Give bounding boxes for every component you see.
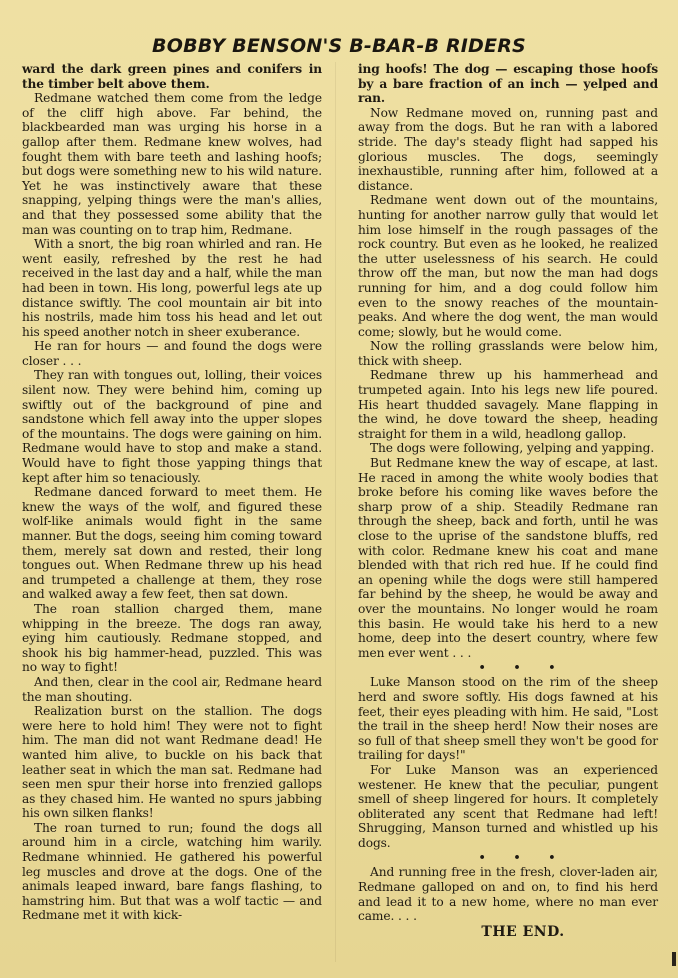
paragraph: Redmane went down out of the mountains, hunting for another narrow gully that would let him lose himself in the rough passages of the rock country. But even as he looked, he realized the utter uselessness of his search. He could throw off the man, but now the man had dogs running for him, and a dog could follow him even to the snowy reaches of the mountain-peaks. And where the dog went, the man would come; slowly, but he would come. xyxy=(358,193,658,339)
left-column xyxy=(22,62,322,923)
paragraph: The roan turned to run; found the dogs all around him in a circle, watching him warily. Redmane whinnied. He gathered his powerful leg muscles and drove at the dogs. One of the animals leaped inward, bare fangs flashing, to hamstring him. But that was a wolf tactic — and Redmane met it with kick- xyxy=(22,820,322,923)
paragraph: And running free in the fresh, clover-laden air, Redmane galloped on and on, to find his herd and lead it to a new home, where no man ever came. . . . xyxy=(358,865,658,924)
paragraph: With a snort, the big roan whirled and ran. He went easily, refreshed by the rest he had received in the last day and a half, while the man had been in town. His long, powerful legs ate up distance swiftly. The cool mountain air bit into his nostrils, made him toss his head and let out his speed another notch in sheer exuberance. xyxy=(22,237,322,339)
section-separator: • • • xyxy=(478,661,568,675)
paragraph: Redmane watched them come from the ledge of the cliff high above. Far behind, the blackbearded man was urging his horse in a gallop after them. Redmane knew wolves, had fought them with bare teeth and lashing hoofs; but dogs were something new to his wild nature. Yet he was instinctively aware that these snapping, yelping things were the man's allies, and that they possessed some ability that the man was counting on to trap him, Redmane. xyxy=(22,91,322,237)
paragraph: Realization burst on the stallion. The dogs were here to hold him! They were not to fight him. The man did not want Redmane dead! He wanted him alive, to buckle on his back that leather seat in which the man sat. Redmane had seen men spur their horse into frenzied gallops as they chased him. He wanted no spurs jabbing his own silken flanks! xyxy=(22,704,322,821)
paragraph: The roan stallion charged them, mane whipping in the breeze. The dogs ran away, eying him cautiously. Redmane stopped, and shook his big hammer-head, puzzled. This was no way to fight! xyxy=(22,601,322,675)
paragraph: ward the dark green pines and conifers in the timber belt above them. xyxy=(22,62,322,91)
paragraph: Redmane threw up his hammerhead and trumpeted again. Into his legs new life poured. His heart thudded savagely. Mane flapping in the wind, he dove toward the sheep, heading straight for them in a wild, headlong gallop. xyxy=(358,368,658,441)
paragraph: And then, clear in the cool air, Redmane heard the man shouting. xyxy=(22,674,322,704)
section-separator: • • • xyxy=(478,851,568,865)
page-title: BOBBY BENSON'S B-BAR-B RIDERS xyxy=(152,35,526,57)
column-gutter xyxy=(335,62,336,962)
paragraph: But Redmane knew the way of escape, at last. He raced in among the white wooly bodies that broke before his coming like waves before the sharp prow of a ship. Steadily Redmane ran through the sheep, back and forth, until he was close to the uprise of the sandstone bluffs, red with color. Redmane knew his coat and mane blended with that rich red hue. If he could find an opening while the dogs were still hampered far behind by the sheep, he would be away and over the mountains. No longer would he roam this basin. He would take his herd to a new home, deep into the desert country, where few men ever went . . . xyxy=(358,456,658,660)
paragraph: The dogs were following, yelping and yapping. xyxy=(370,441,655,456)
page-edge-mark xyxy=(672,952,676,966)
paragraph: For Luke Manson was an experienced westener. He knew that the peculiar, pungent smell of sheep lingered for hours. It completely obliterated any scent that Redmane had left! Shrugging, Manson turned and whistled up his dogs. xyxy=(358,762,658,850)
paragraph: They ran with tongues out, lolling, their voices silent now. They were behind him, coming up swiftly out of the background of pine and sandstone which fell away into the upper slopes of the mountains. The dogs were gaining on him. Redmane would have to stop and make a stand. Would have to fight those yapping things that kept after him so tenaciously. xyxy=(22,368,322,485)
paragraph: Now the rolling grasslands were below him, thick with sheep. xyxy=(358,339,658,368)
paragraph: Now Redmane moved on, running past and away from the dogs. But he ran with a labored stride. The day's steady flight had sapped his glorious muscles. The dogs, seemingly inexhaustible, running after him, followed at a distance. xyxy=(358,105,658,193)
paragraph: ing hoofs! The dog — escaping those hoofs by a bare fraction of an inch — yelped and ran. xyxy=(358,62,658,106)
the-end-label: THE END. xyxy=(481,923,565,940)
right-column xyxy=(358,62,658,939)
paragraph: Luke Manson stood on the rim of the sheep herd and swore softly. His dogs fawned at his feet, their eyes pleading with him. He said, "Lost the trail in the sheep herd! Now their noses are so full of that sheep smell they won't be good for trailing for days!" xyxy=(358,675,658,763)
paragraph: Redmane danced forward to meet them. He knew the ways of the wolf, and figured these wolf-like animals would fight in the same manner. But the dogs, seeing him coming toward them, merely sat down and rested, their long tongues out. When Redmane threw up his head and trumpeted a challenge at them, they rose and walked away a few feet, then sat down. xyxy=(22,485,322,602)
paragraph: He ran for hours — and found the dogs were closer . . . xyxy=(22,339,322,368)
